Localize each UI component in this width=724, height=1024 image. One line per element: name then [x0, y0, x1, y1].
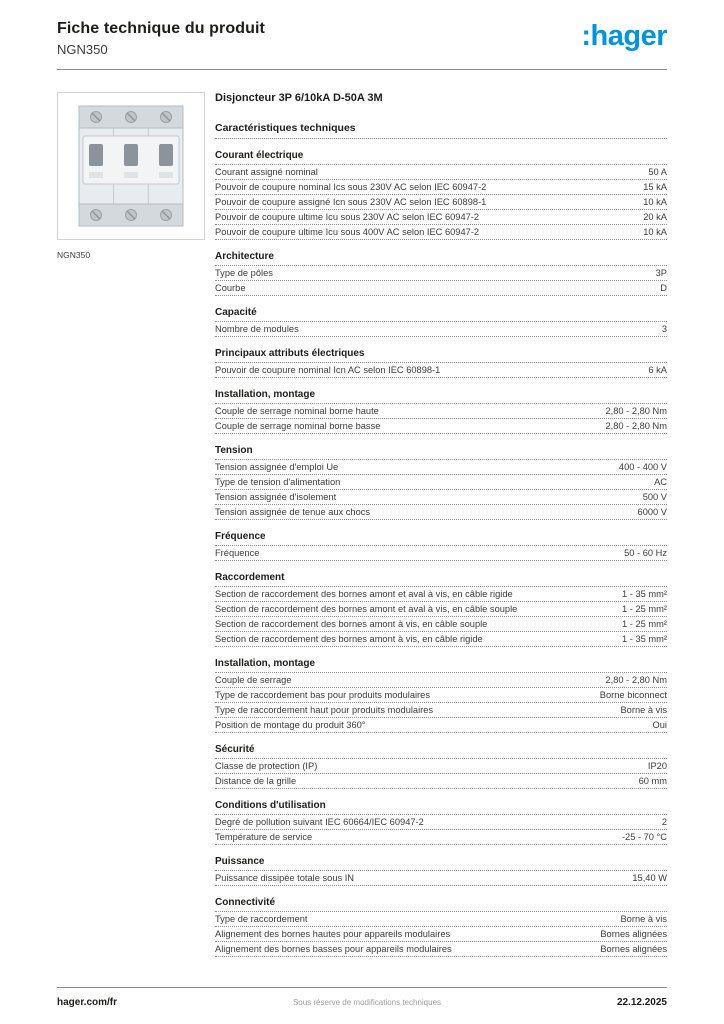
- spec-section: [215, 796, 667, 845]
- spec-label: Couple de serrage nominal borne haute: [215, 406, 379, 416]
- product-image: [65, 100, 197, 232]
- spec-label: Pouvoir de coupure nominal Icn AC selon IEC 60898-1: [215, 365, 441, 375]
- spec-label: Section de raccordement des bornes amont et aval à vis, en câble rigide: [215, 589, 513, 599]
- spec-section: [215, 740, 667, 789]
- footer-date: 22.12.2025: [616, 997, 667, 1008]
- spec-value: 400 - 400 V: [618, 462, 667, 472]
- spec-label: Fréquence: [215, 548, 260, 558]
- spec-label: Couple de serrage nominal borne basse: [215, 421, 381, 431]
- spec-row: [215, 927, 667, 942]
- spec-section: [215, 568, 667, 647]
- spec-label: Type de raccordement: [215, 914, 308, 924]
- section-title: Conditions d'utilisation: [215, 796, 667, 815]
- spec-value: Borne à vis: [620, 705, 667, 715]
- spec-label: Puissance dissipée totale sous IN: [215, 873, 355, 883]
- spec-row: [215, 759, 667, 774]
- hager-logo: :hager: [581, 20, 667, 52]
- section-title: Architecture: [215, 247, 667, 266]
- spec-row: [215, 587, 667, 602]
- spec-label: Pouvoir de coupure ultime Icu sous 400V AC selon IEC 60947-2: [215, 227, 480, 237]
- product-name: Disjoncteur 3P 6/10kA D-50A 3M: [215, 92, 383, 104]
- spec-label: Section de raccordement des bornes amont à vis, en câble rigide: [215, 634, 483, 644]
- spec-value: 15,40 W: [632, 873, 667, 883]
- spec-value: 1 - 25 mm²: [622, 604, 667, 614]
- spec-label: Section de raccordement des bornes amont à vis, en câble souple: [215, 619, 488, 629]
- section-title: Sécurité: [215, 740, 667, 759]
- spec-label: Courant assigné nominal: [215, 167, 318, 177]
- spec-value: Borne biconnect: [599, 690, 667, 700]
- spec-row: [215, 718, 667, 733]
- spec-value: 2,80 - 2,80 Nm: [605, 675, 667, 685]
- page-title: Fiche technique du produit: [57, 20, 265, 37]
- section-title: Installation, montage: [215, 654, 667, 673]
- spec-section: [215, 344, 667, 378]
- spec-row: [215, 210, 667, 225]
- spec-label: Position de montage du produit 360°: [215, 720, 366, 730]
- spec-row: [215, 602, 667, 617]
- spec-row: [215, 830, 667, 845]
- spec-label: Nombre de modules: [215, 324, 299, 334]
- spec-section: [215, 893, 667, 957]
- spec-row: [215, 475, 667, 490]
- spec-row: [215, 912, 667, 927]
- content: [57, 92, 667, 957]
- section-title: Fréquence: [215, 527, 667, 546]
- spec-row: [215, 195, 667, 210]
- spec-row: [215, 266, 667, 281]
- spec-value: Bornes alignées: [600, 944, 667, 954]
- spec-row: [215, 673, 667, 688]
- spec-row: [215, 165, 667, 180]
- section-title: Courant électrique: [215, 146, 667, 165]
- spec-value: 50 - 60 Hz: [624, 548, 667, 558]
- spec-value: 500 V: [642, 492, 667, 502]
- footer: [57, 987, 667, 1008]
- spec-section: [215, 852, 667, 886]
- spec-label: Distance de la grille: [215, 776, 297, 786]
- spec-row: [215, 546, 667, 561]
- section-title: Connectivité: [215, 893, 667, 912]
- section-title: Puissance: [215, 852, 667, 871]
- spec-value: 1 - 35 mm²: [622, 589, 667, 599]
- spec-row: [215, 225, 667, 240]
- section-title: Principaux attributs électriques: [215, 344, 667, 363]
- spec-row: [215, 180, 667, 195]
- spec-label: Courbe: [215, 283, 246, 293]
- spec-row: [215, 942, 667, 957]
- spec-value: 2: [661, 817, 667, 827]
- spec-label: Alignement des bornes basses pour appareils modulaires: [215, 944, 452, 954]
- spec-label: Type de tension d'alimentation: [215, 477, 341, 487]
- spec-label: Section de raccordement des bornes amont et aval à vis, en câble souple: [215, 604, 518, 614]
- spec-label: Type de pôles: [215, 268, 273, 278]
- spec-label: Degré de pollution suivant IEC 60664/IEC 60947-2: [215, 817, 424, 827]
- spec-value: 2,80 - 2,80 Nm: [605, 421, 667, 431]
- spec-label: Pouvoir de coupure ultime Icu sous 230V AC selon IEC 60947-2: [215, 212, 480, 222]
- spec-row: [215, 871, 667, 886]
- spec-value: IP20: [647, 761, 667, 771]
- spec-value: 15 kA: [643, 182, 667, 192]
- spec-value: 60 mm: [638, 776, 667, 786]
- spec-section: [215, 303, 667, 337]
- spec-value: 1 - 25 mm²: [622, 619, 667, 629]
- spec-label: Pouvoir de coupure nominal Ics sous 230V AC selon IEC 60947-2: [215, 182, 487, 192]
- spec-section: [215, 527, 667, 561]
- spec-label: Pouvoir de coupure assigné Icn sous 230V AC selon IEC 60898-1: [215, 197, 487, 207]
- spec-section: [215, 385, 667, 434]
- spec-row: [215, 460, 667, 475]
- spec-value: 20 kA: [643, 212, 667, 222]
- spec-row: [215, 404, 667, 419]
- product-reference: NGN350: [57, 42, 108, 57]
- spec-value: 6000 V: [637, 507, 667, 517]
- spec-section: [215, 654, 667, 733]
- spec-value: Bornes alignées: [600, 929, 667, 939]
- footer-row: [57, 997, 667, 1008]
- left-column: [57, 92, 215, 957]
- spec-section: [215, 247, 667, 296]
- spec-value: 50 A: [648, 167, 667, 177]
- spec-value: 1 - 35 mm²: [622, 634, 667, 644]
- spec-label: Classe de protection (IP): [215, 761, 318, 771]
- spec-label: Température de service: [215, 832, 313, 842]
- section-title: Installation, montage: [215, 385, 667, 404]
- spec-row: [215, 774, 667, 789]
- spec-label: Couple de serrage: [215, 675, 292, 685]
- spec-label: Tension assignée de tenue aux chocs: [215, 507, 371, 517]
- spec-row: [215, 815, 667, 830]
- spec-label: Type de raccordement bas pour produits modulaires: [215, 690, 430, 700]
- spec-value: 2,80 - 2,80 Nm: [605, 406, 667, 416]
- product-image-caption: NGN350: [57, 250, 91, 260]
- spec-value: Oui: [652, 720, 667, 730]
- spec-row: [215, 703, 667, 718]
- spec-value: Borne à vis: [620, 914, 667, 924]
- spec-row: [215, 505, 667, 520]
- sections: [215, 146, 667, 957]
- spec-row: [215, 632, 667, 647]
- spec-label: Tension assignée d'isolement: [215, 492, 337, 502]
- spec-row: [215, 688, 667, 703]
- spec-value: D: [660, 283, 667, 293]
- spec-row: [215, 322, 667, 337]
- spec-value: 10 kA: [643, 197, 667, 207]
- characteristics-title: Caractéristiques techniques: [215, 122, 667, 139]
- header: [57, 0, 667, 57]
- spec-row: [215, 281, 667, 296]
- spec-label: Tension assignée d'emploi Ue: [215, 462, 339, 472]
- header-divider: [57, 69, 667, 70]
- spec-label: Alignement des bornes hautes pour appareils modulaires: [215, 929, 451, 939]
- section-title: Raccordement: [215, 568, 667, 587]
- spec-row: [215, 363, 667, 378]
- spec-value: 3: [661, 324, 667, 334]
- spec-section: [215, 441, 667, 520]
- footer-website: hager.com/fr: [57, 997, 118, 1008]
- spec-label: Type de raccordement haut pour produits modulaires: [215, 705, 434, 715]
- section-title: Capacité: [215, 303, 667, 322]
- spec-value: -25 - 70 °C: [621, 832, 667, 842]
- section-title: Tension: [215, 441, 667, 460]
- spec-section: [215, 146, 667, 240]
- header-text-block: [57, 20, 265, 57]
- spec-row: [215, 419, 667, 434]
- spec-value: 3P: [655, 268, 667, 278]
- spec-value: AC: [654, 477, 667, 487]
- spec-row: [215, 490, 667, 505]
- spec-value: 10 kA: [643, 227, 667, 237]
- spec-value: 6 kA: [648, 365, 667, 375]
- footer-divider: [57, 987, 667, 988]
- footer-disclaimer: Sous réserve de modifications techniques: [292, 998, 442, 1007]
- spec-row: [215, 617, 667, 632]
- product-image-frame: [57, 92, 205, 240]
- right-column: [215, 92, 667, 957]
